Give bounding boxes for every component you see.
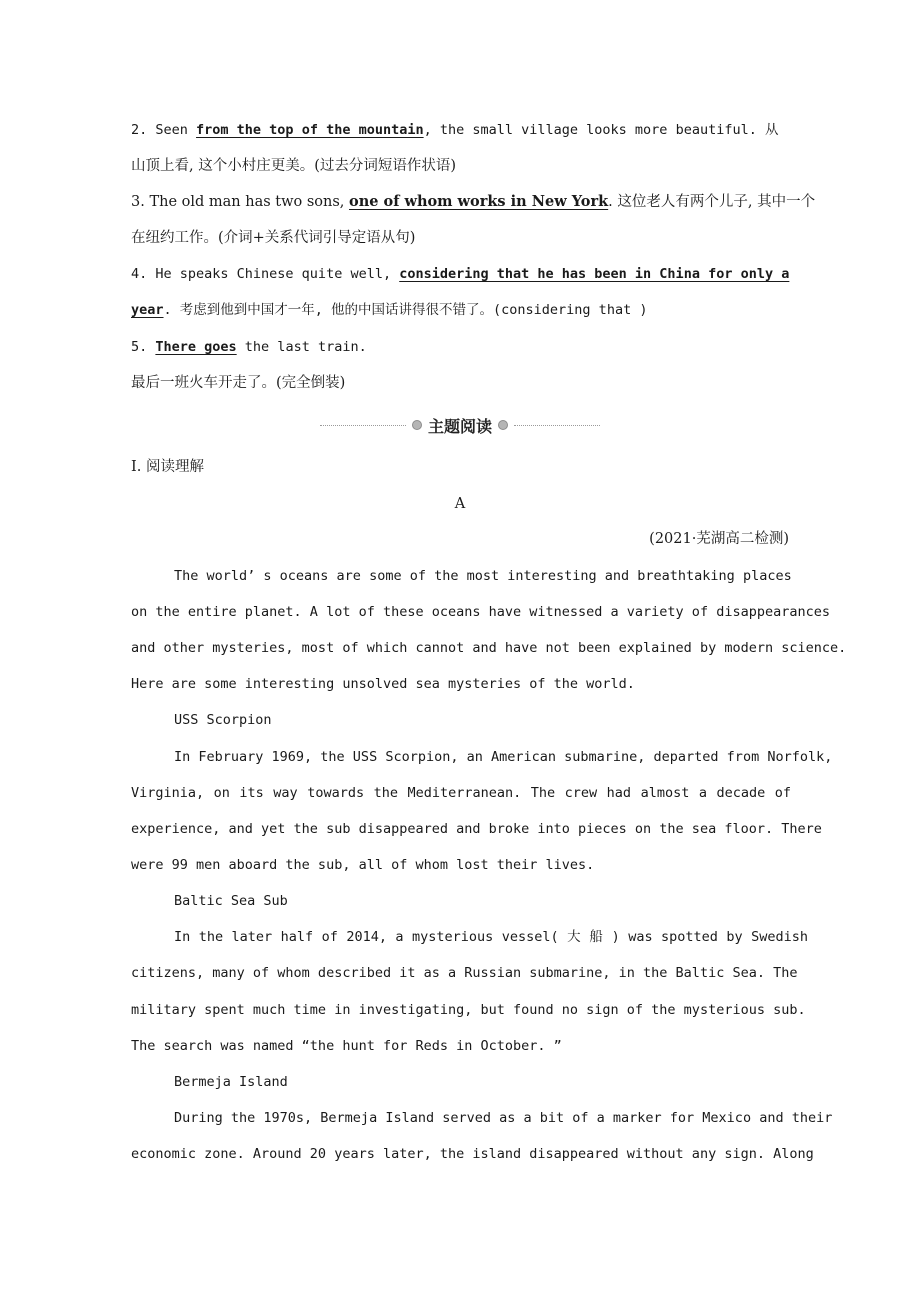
p1-line-2: Virginia, on its way towards the Mediterranean. The crew had almost a decade of (131, 785, 791, 801)
p1-line-3: experience, and yet the sub disappeared and broke into pieces on the sea floor. There (131, 821, 822, 837)
exercise-4-answer: considering that he has been in China for only a (399, 266, 790, 282)
subheading-uss-scorpion: USS Scorpion (174, 712, 272, 728)
section-banner (320, 413, 600, 437)
section-label: Ⅰ. 阅读理解 (131, 459, 204, 475)
banner-title: 主题阅读 (428, 416, 493, 436)
exercise-3-number: 3. The old man has two sons, (131, 194, 350, 210)
exercise-4-number: 4. He speaks Chinese quite well, (131, 266, 400, 282)
intro-line-4: Here are some interesting unsolved sea mysteries of the world. (131, 676, 635, 692)
exercise-3-answer: one of whom works in New York (349, 193, 609, 210)
intro-line-3: and other mysteries, most of which cannot and have not been explained by modern science. (131, 640, 847, 656)
p2-line-3: military spent much time in investigating, but found no sign of the mysterious sub. (131, 1002, 806, 1018)
exercise-5-number: 5. (131, 339, 156, 355)
banner-right-rule (514, 425, 600, 426)
exercise-4-line-1 (131, 264, 791, 284)
exercise-4-answer-cont: year (131, 302, 164, 318)
subheading-baltic-sea-sub: Baltic Sea Sub (174, 893, 288, 909)
subheading-bermeja-island: Bermeja Island (174, 1074, 288, 1090)
banner-left-rule (320, 425, 406, 426)
exercise-3-text: . 这位老人有两个儿子, 其中一个 (608, 194, 816, 210)
passage-letter: A (454, 496, 466, 512)
exercise-5-line-2: 最后一班火车开走了。(完全倒装) (131, 375, 346, 391)
p1-line-1: In February 1969, the USS Scorpion, an American submarine, departed from Norfolk, (174, 749, 833, 765)
exercise-2-number: 2. Seen (131, 122, 197, 138)
p3-line-1: During the 1970s, Bermeja Island served as a bit of a marker for Mexico and their (174, 1110, 833, 1126)
p1-line-4: were 99 men aboard the sub, all of whom lost their lives. (131, 857, 595, 873)
exercise-2-answer: from the top of the mountain (196, 122, 424, 138)
intro-line-1: The world’ s oceans are some of the most interesting and breathtaking places (174, 568, 792, 584)
exercise-2-line-1 (131, 120, 791, 140)
p3-line-2: economic zone. Around 20 years later, the island disappeared without any sign. Along (131, 1146, 814, 1162)
p2-line-1: In the later half of 2014, a mysterious vessel( 大 船 ) was spotted by Swedish (174, 929, 808, 945)
passage-source: (2021·芜湖高二检测) (649, 531, 789, 547)
exercise-5-text: the last train. (236, 339, 367, 355)
exercise-4-line-2 (131, 300, 791, 320)
exercise-2-line-2: 山顶上看, 这个小村庄更美。(过去分词短语作状语) (131, 158, 457, 174)
exercise-5-line-1 (131, 337, 791, 357)
p2-line-2: citizens, many of whom described it as a Russian submarine, in the Baltic Sea. The (131, 965, 798, 981)
exercise-3-line-1 (131, 192, 816, 212)
exercise-5-answer: There goes (155, 339, 237, 355)
p2-line-4: The search was named “the hunt for Reds in October. ” (131, 1038, 562, 1054)
intro-line-2: on the entire planet. A lot of these oceans have witnessed a variety of disappearances (131, 604, 830, 620)
banner-right-dot-icon (498, 420, 508, 430)
banner-left-dot-icon (412, 420, 422, 430)
exercise-3-line-2: 在纽约工作。(介词+关系代词引导定语从句) (131, 230, 416, 246)
exercise-2-text: , the small village looks more beautiful. 从 (423, 122, 779, 138)
exercise-4-text: . 考虑到他到中国才一年, 他的中国话讲得很不错了。(considering that ) (163, 302, 648, 318)
